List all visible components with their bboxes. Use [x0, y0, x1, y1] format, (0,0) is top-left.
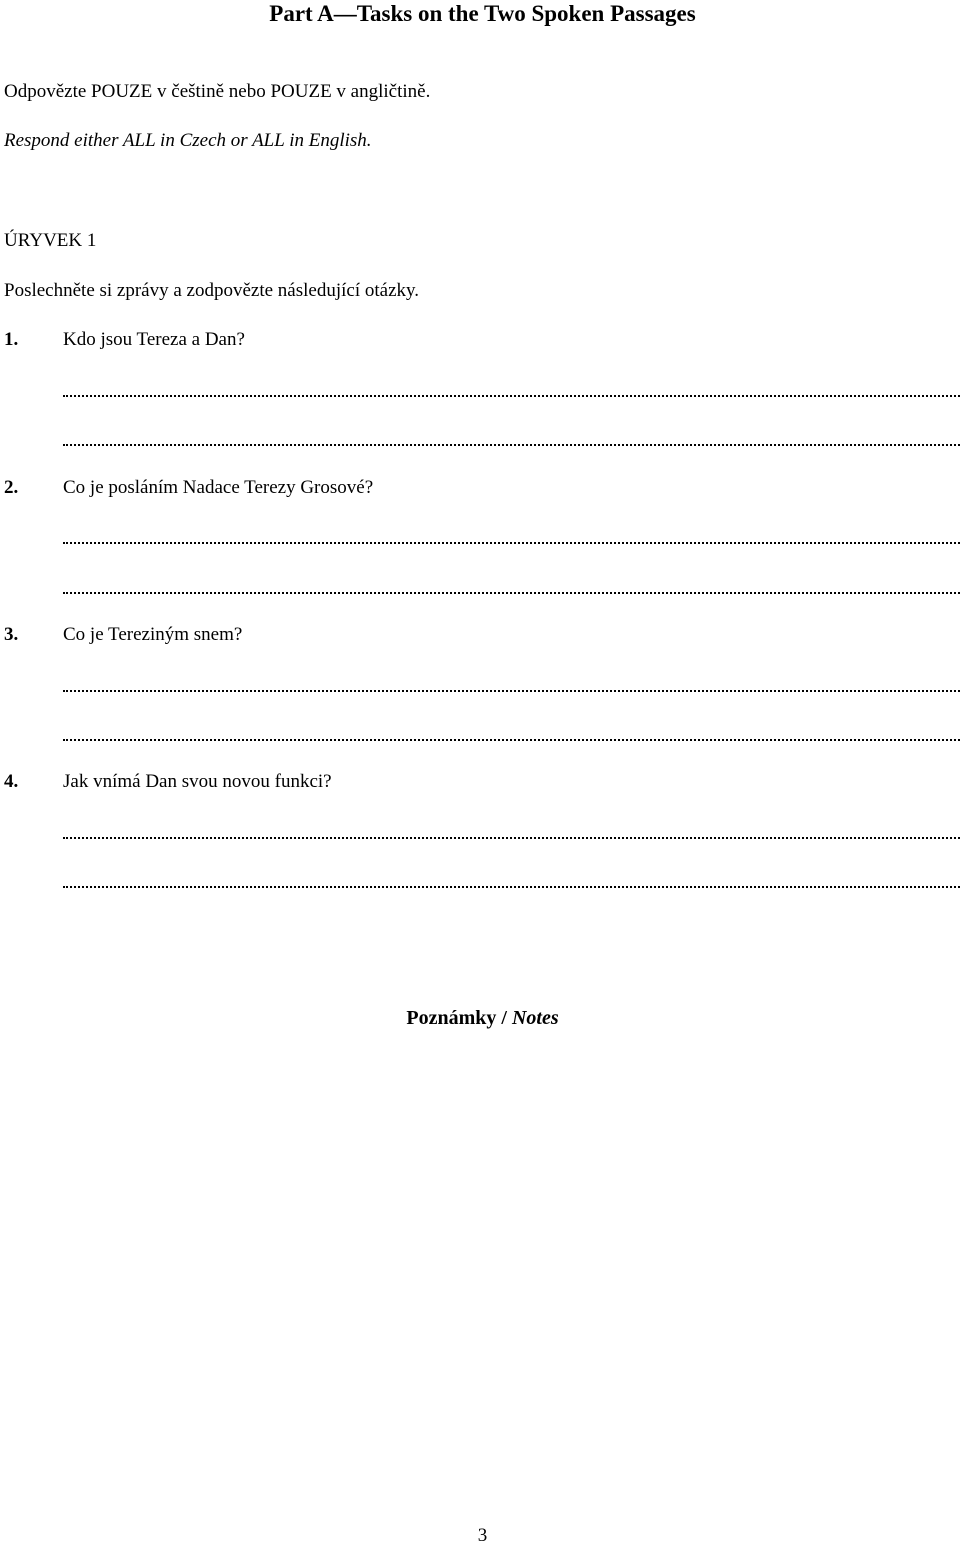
section-heading: ÚRYVEK 1 — [4, 230, 97, 251]
notes-label-italic: Notes — [511, 1007, 559, 1029]
answer-line-2b[interactable] — [63, 592, 960, 594]
question-1-number: 1. — [4, 329, 19, 350]
answer-line-1a[interactable] — [63, 395, 960, 397]
question-3-text: Co je Tereziným snem? — [63, 624, 243, 645]
question-3-number: 3. — [4, 624, 19, 645]
answer-line-3a[interactable] — [63, 690, 960, 692]
notes-label: Poznámky / — [406, 1007, 512, 1029]
question-4-text: Jak vnímá Dan svou novou funkci? — [63, 771, 332, 792]
instruction-english: Respond either ALL in Czech or ALL in English. — [4, 130, 372, 151]
question-4-number: 4. — [4, 771, 19, 792]
question-2-number: 2. — [4, 477, 19, 498]
instruction-czech: Odpovězte POUZE v češtině nebo POUZE v angličtině. — [4, 81, 431, 102]
answer-line-1b[interactable] — [63, 444, 960, 446]
notes-heading — [0, 1005, 960, 1031]
answer-line-2a[interactable] — [63, 542, 960, 544]
answer-line-3b[interactable] — [63, 739, 960, 741]
answer-line-4a[interactable] — [63, 837, 960, 839]
answer-line-4b[interactable] — [63, 886, 960, 888]
section-intro: Poslechněte si zprávy a zodpovězte následující otázky. — [4, 280, 420, 301]
page-title: Part A—Tasks on the Two Spoken Passages — [269, 1, 696, 26]
question-2-text: Co je posláním Nadace Terezy Grosové? — [63, 477, 374, 498]
page-number: 3 — [477, 1525, 488, 1546]
question-1-text: Kdo jsou Tereza a Dan? — [63, 329, 245, 350]
